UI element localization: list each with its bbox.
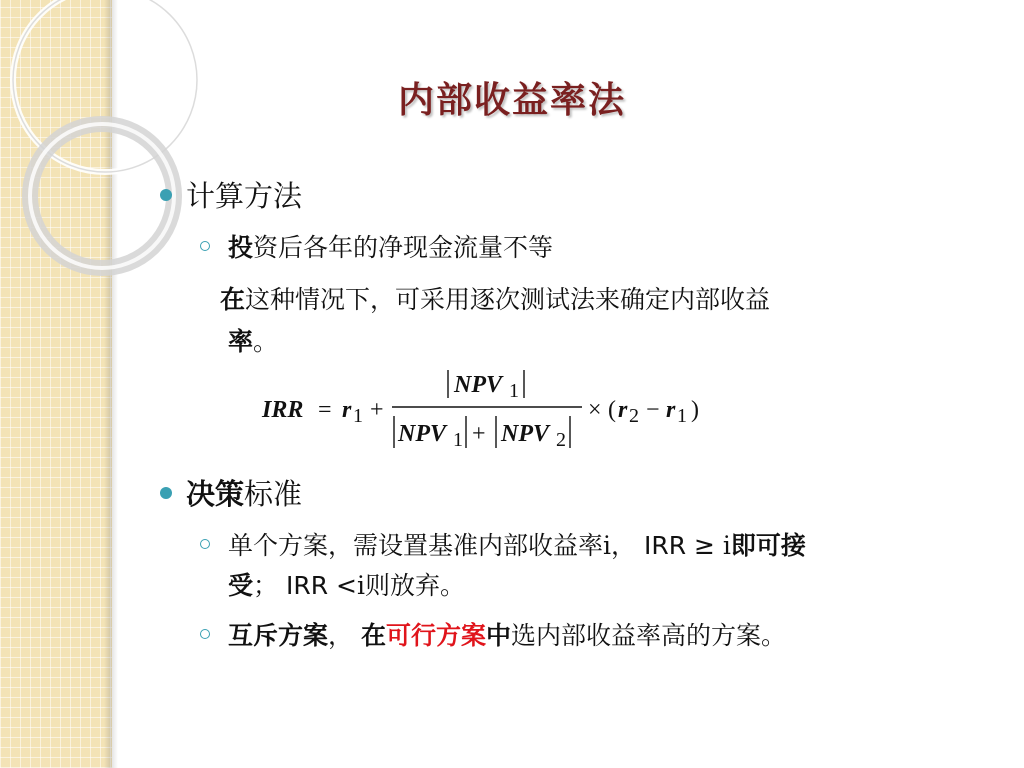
bullet-dot-icon [160, 487, 172, 499]
calculation-heading: 计算方法 [186, 179, 303, 213]
para-line2-bold: 率 [228, 327, 254, 356]
formula-r1-r: r [342, 397, 352, 423]
formula-r3-sub: 1 [677, 405, 687, 427]
para-bold-prefix: 在 [220, 285, 246, 314]
formula-irr: IRR [262, 397, 304, 423]
decision-heading-rest: 标准 [244, 477, 303, 511]
item2-bold: 互斥方案 [228, 621, 329, 650]
formula-den-sub1: 1 [453, 429, 463, 451]
item1-i: i [603, 531, 612, 560]
paragraph-line-2 [228, 322, 278, 358]
item1-line2-a: ； IRR < [253, 571, 357, 600]
item1-line2-b: 则放弃。 [364, 571, 465, 600]
formula-minus: − [646, 397, 660, 423]
item1-accept-bold: 即可接 [730, 531, 806, 560]
item1-i2: i [722, 531, 731, 560]
bullet-calculation-method [160, 174, 302, 215]
item1-text-b: ， IRR ≥ [611, 531, 723, 560]
formula-den-npv2: NPV [501, 421, 549, 447]
formula-r3-r: r [666, 397, 676, 423]
sub-bullet-uneven-cashflow [200, 228, 553, 264]
sub-bullet-ring-icon [200, 629, 210, 639]
bullet-decision-criteria [160, 472, 302, 513]
formula-num-sub: 1 [509, 380, 519, 402]
item2-comma: ， [328, 621, 361, 650]
item1-line2-i: i [356, 571, 365, 600]
decision-heading-bold: 决策 [186, 477, 245, 511]
decorative-rings [0, 0, 200, 320]
sub1-text: 资后各年的净现金流量不等 [253, 233, 554, 262]
item1-text-a: 单个方案，需设置基准内部收益率 [228, 531, 604, 560]
para-line1-text: 这种情况下，可采用逐次测试法来确定内部收益 [245, 285, 771, 314]
formula-plus: + [370, 397, 384, 423]
formula-r2-sub: 2 [629, 405, 639, 427]
formula-lparen: ( [608, 397, 616, 423]
paragraph-line-1 [220, 280, 770, 316]
formula-den-npv1: NPV [398, 421, 446, 447]
sub-bullet-ring-icon [200, 539, 210, 549]
single-project-line-2 [228, 566, 465, 602]
sub-bullet-mutually-exclusive [200, 616, 786, 652]
slide-title: 内部收益率法 [397, 80, 626, 121]
formula-equals: = [318, 397, 332, 423]
formula-r2-r: r [618, 397, 628, 423]
item1-line2-bold: 受 [228, 571, 254, 600]
formula-den-plus: + [472, 421, 486, 447]
formula-times: × [588, 397, 602, 423]
formula-rparen: ) [691, 397, 699, 423]
sub1-bold-prefix: 投 [228, 233, 254, 262]
formula-num-npv: NPV [454, 372, 502, 398]
irr-formula [258, 362, 718, 458]
sub-bullet-ring-icon [200, 241, 210, 251]
para-line2-text: 。 [253, 327, 279, 356]
bullet-dot-icon [160, 189, 172, 201]
item2-bold3: 中 [486, 621, 512, 650]
formula-den-sub2: 2 [556, 429, 566, 451]
sub-bullet-single-project [200, 526, 806, 562]
item2-bold2: 在 [360, 621, 386, 650]
item2-rest: 选内部收益率高的方案。 [511, 621, 787, 650]
item2-feasible-red: 可行方案 [385, 621, 486, 650]
formula-r1-sub: 1 [353, 405, 363, 427]
